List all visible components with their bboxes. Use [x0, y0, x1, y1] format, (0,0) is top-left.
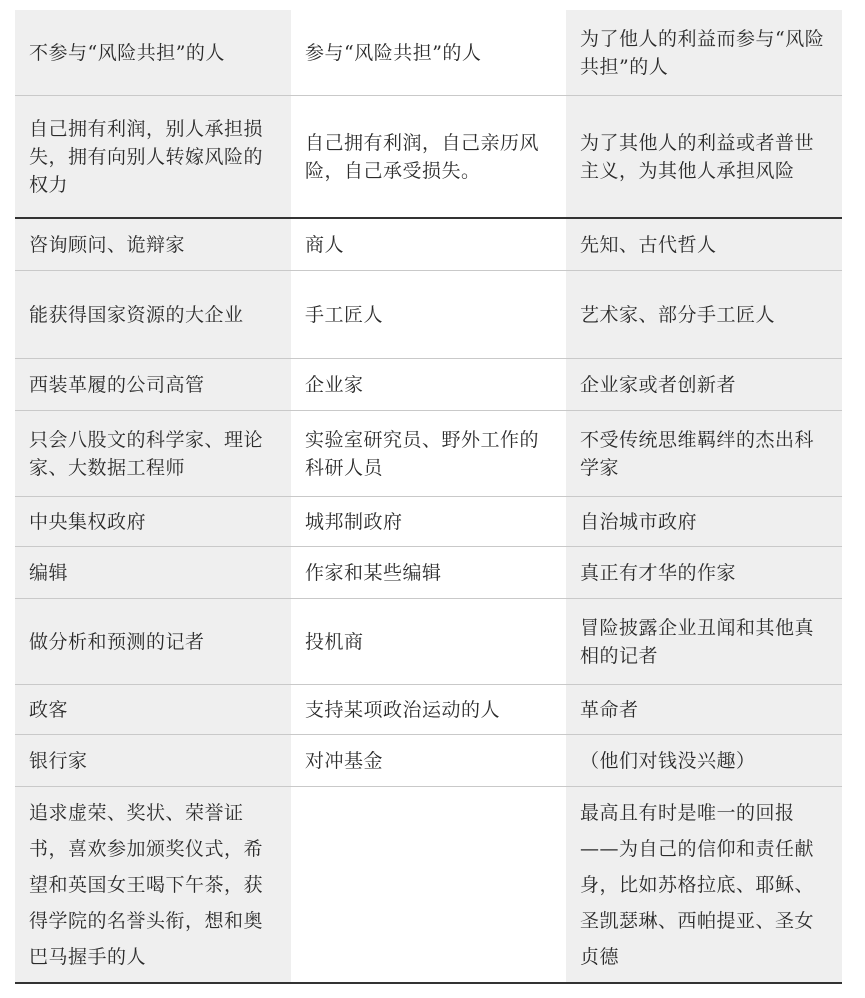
table-row: [15, 547, 842, 599]
table-row: [15, 497, 842, 547]
row-cell-col1: 追求虚荣、奖状、荣誉证书，喜欢参加颁奖仪式，希望和英国女王喝下午茶，获得学院的名誉头衔，想和奥巴马握手的人: [15, 787, 291, 983]
row-cell-col2: 企业家: [291, 359, 566, 410]
table-row: [15, 685, 842, 735]
row-cell-col1: 咨询顾问、诡辩家: [15, 219, 291, 270]
description-cell-col3: 为了其他人的利益或者普世主义，为其他人承担风险: [566, 96, 842, 217]
table-row: [15, 359, 842, 411]
table-row: [15, 599, 842, 685]
row-cell-col3: 自治城市政府: [566, 497, 842, 546]
row-cell-col3: 革命者: [566, 685, 842, 734]
table-row: [15, 787, 842, 983]
row-cell-col3: 真正有才华的作家: [566, 547, 842, 598]
table-bottom-rule: [15, 982, 842, 984]
comparison-table: [15, 10, 842, 983]
row-cell-col1: 政客: [15, 685, 291, 734]
table-row: [15, 411, 842, 497]
row-cell-col1: 中央集权政府: [15, 497, 291, 546]
row-cell-col1: 西装革履的公司高管: [15, 359, 291, 410]
row-cell-col3: 企业家或者创新者: [566, 359, 842, 410]
description-row: [15, 96, 842, 219]
row-cell-col2: 手工匠人: [291, 271, 566, 358]
row-cell-col3: 先知、古代哲人: [566, 219, 842, 270]
table-row: [15, 219, 842, 271]
row-cell-col3: 最高且有时是唯一的回报——为自己的信仰和责任献身，比如苏格拉底、耶稣、圣凯瑟琳、西帕提亚、圣女贞德: [566, 787, 842, 983]
row-cell-col2: 城邦制政府: [291, 497, 566, 546]
row-cell-col1: 能获得国家资源的大企业: [15, 271, 291, 358]
row-cell-col3: （他们对钱没兴趣）: [566, 735, 842, 786]
description-cell-col1: 自己拥有利润，别人承担损失，拥有向别人转嫁风险的权力: [15, 96, 291, 217]
row-cell-col3: 冒险披露企业丑闻和其他真相的记者: [566, 599, 842, 684]
row-cell-col1: 做分析和预测的记者: [15, 599, 291, 684]
row-cell-col2: 实验室研究员、野外工作的科研人员: [291, 411, 566, 496]
header-cell-col2: 参与“风险共担”的人: [291, 10, 566, 95]
header-cell-col3: 为了他人的利益而参与“风险共担”的人: [566, 10, 842, 95]
row-cell-col1: 只会八股文的科学家、理论家、大数据工程师: [15, 411, 291, 496]
row-cell-col2: [291, 787, 566, 983]
row-cell-col3: 不受传统思维羁绊的杰出科学家: [566, 411, 842, 496]
row-cell-col2: 作家和某些编辑: [291, 547, 566, 598]
row-cell-col1: 银行家: [15, 735, 291, 786]
table-row: [15, 271, 842, 359]
row-cell-col2: 支持某项政治运动的人: [291, 685, 566, 734]
row-cell-col1: 编辑: [15, 547, 291, 598]
row-cell-col2: 对冲基金: [291, 735, 566, 786]
row-cell-col3: 艺术家、部分手工匠人: [566, 271, 842, 358]
table-header-row: [15, 10, 842, 96]
description-cell-col2: 自己拥有利润，自己亲历风险，自己承受损失。: [291, 96, 566, 217]
row-cell-col2: 投机商: [291, 599, 566, 684]
header-cell-col1: 不参与“风险共担”的人: [15, 10, 291, 95]
table-row: [15, 735, 842, 787]
row-cell-col2: 商人: [291, 219, 566, 270]
